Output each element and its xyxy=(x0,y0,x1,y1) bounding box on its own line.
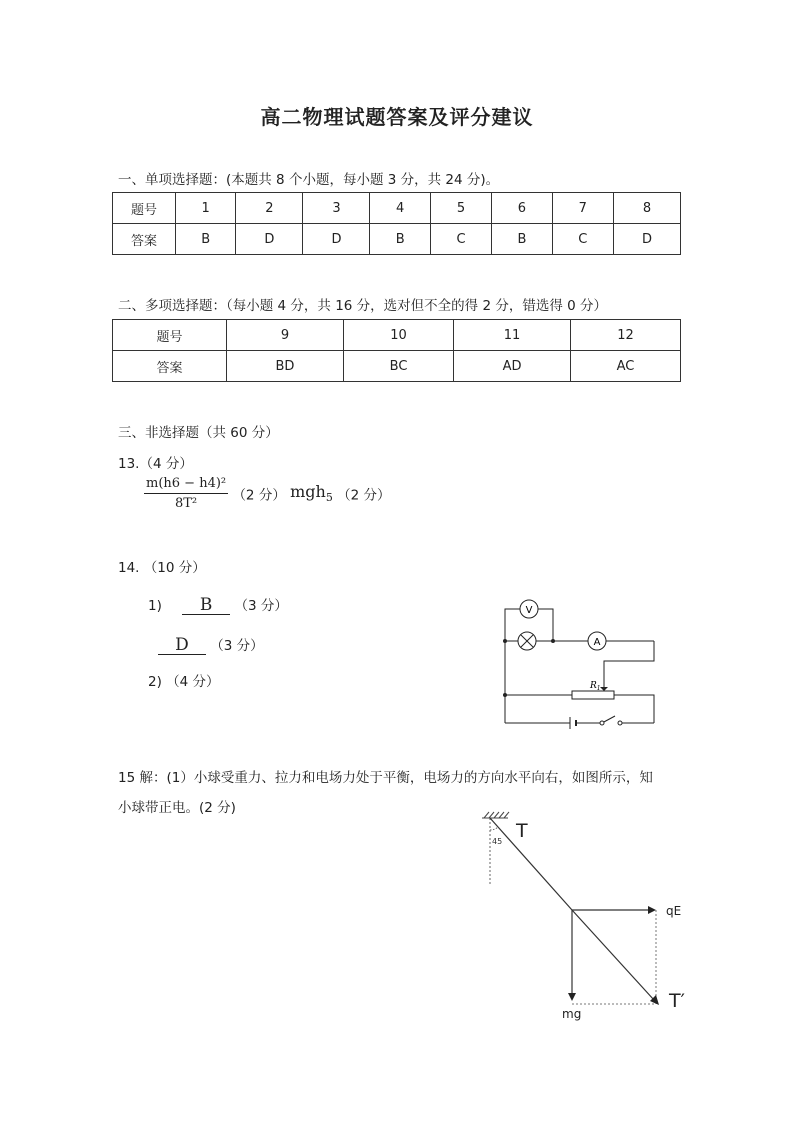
question-number: 2 xyxy=(236,193,303,224)
rheostat xyxy=(572,691,614,699)
wire xyxy=(604,641,654,687)
answer-cell: B xyxy=(370,224,430,255)
answer-cell: C xyxy=(430,224,491,255)
question-number: 6 xyxy=(492,193,552,224)
section3-heading: 三、非选择题（共 60 分） xyxy=(118,425,279,441)
row-header-answer: 答案 xyxy=(113,224,176,255)
question-number: 8 xyxy=(613,193,680,224)
circuit-diagram xyxy=(490,595,670,735)
table-row xyxy=(113,320,681,351)
wire xyxy=(614,695,654,723)
q13-expression xyxy=(290,482,333,505)
answer-cell: B xyxy=(492,224,552,255)
question-number: 10 xyxy=(343,320,453,351)
slider-arrow xyxy=(600,687,608,691)
question-number: 1 xyxy=(176,193,236,224)
row-header-answer: 答案 xyxy=(113,351,227,382)
answer-cell: C xyxy=(552,224,613,255)
answer-cell: B xyxy=(176,224,236,255)
table-row xyxy=(113,351,681,382)
voltmeter-label: V xyxy=(525,605,533,616)
fraction-numerator: m(h6 − h4)² xyxy=(144,476,228,494)
question-number: 12 xyxy=(570,320,680,351)
q15-line2: 小球带正电。(2 分) xyxy=(118,800,236,816)
q13-label: 13.（4 分） xyxy=(118,456,193,472)
electric-force-arrowhead xyxy=(648,906,656,914)
force-diagram xyxy=(470,806,694,1026)
resistor-letter: R xyxy=(590,681,597,691)
junction-dot xyxy=(503,639,507,643)
electric-force-label: qE xyxy=(666,904,682,918)
section2-table xyxy=(112,319,681,382)
table-row xyxy=(113,193,681,224)
part1b-answer: D xyxy=(158,636,206,655)
answer-cell: AD xyxy=(454,351,571,382)
answer-cell: D xyxy=(303,224,370,255)
tension-label: T xyxy=(516,820,528,842)
answer-cell: BD xyxy=(227,351,344,382)
answer-cell: AC xyxy=(570,351,680,382)
answer-cell: D xyxy=(236,224,303,255)
gravity-arrowhead xyxy=(568,993,576,1001)
q14-label: 14. （10 分） xyxy=(118,560,206,576)
table-row xyxy=(113,224,681,255)
q14-part1 xyxy=(148,594,288,615)
resistor-label xyxy=(589,681,601,692)
section1-heading: 一、单项选择题：(本题共 8 个小题，每小题 3 分，共 24 分)。 xyxy=(118,172,500,188)
q13-fraction xyxy=(144,476,228,511)
question-number: 3 xyxy=(303,193,370,224)
resultant-arrow xyxy=(572,910,654,1000)
part1-label: 1) xyxy=(148,598,162,614)
expression-subscript: 5 xyxy=(325,491,333,505)
question-number: 4 xyxy=(370,193,430,224)
part1b-score: （3 分） xyxy=(210,638,264,654)
row-header-question: 题号 xyxy=(113,193,176,224)
string-line xyxy=(490,818,572,910)
resistor-subscript: 1 xyxy=(596,685,601,692)
page-title: 高二物理试题答案及评分建议 xyxy=(260,105,534,129)
ceiling-hatch xyxy=(484,812,509,818)
expression-main: mgh xyxy=(290,482,326,502)
q13-score2: （2 分） xyxy=(337,487,391,504)
question-number: 7 xyxy=(552,193,613,224)
junction-dot xyxy=(503,693,507,697)
row-header-question: 题号 xyxy=(113,320,227,351)
fraction-denominator: 8T² xyxy=(174,496,198,511)
resultant-label: T′ xyxy=(669,990,685,1012)
angle-arc xyxy=(490,827,498,830)
section2-heading: 二、多项选择题：（每小题 4 分，共 16 分，选对但不全的得 2 分，错选得 0 分） xyxy=(118,298,608,314)
switch-contact xyxy=(618,721,622,725)
angle-label: 45 xyxy=(492,837,503,846)
q14-part2: 2) （4 分） xyxy=(148,674,220,690)
q13-answer xyxy=(144,476,391,511)
section1-table xyxy=(112,192,681,255)
part1-answer: B xyxy=(182,596,230,615)
answer-cell: BC xyxy=(343,351,453,382)
q13-score1: （2 分） xyxy=(232,487,286,504)
question-number: 9 xyxy=(227,320,344,351)
part1-score: （3 分） xyxy=(234,598,288,614)
question-number: 5 xyxy=(430,193,491,224)
question-number: 11 xyxy=(454,320,571,351)
ammeter-label: A xyxy=(593,637,601,648)
answer-cell: D xyxy=(613,224,680,255)
gravity-label: mg xyxy=(562,1007,582,1021)
q14-part1b xyxy=(158,634,264,655)
junction-dot xyxy=(551,639,555,643)
q15-line1: 15 解：(1）小球受重力、拉力和电场力处于平衡，电场力的方向水平向右，如图所示，知 xyxy=(118,770,653,786)
switch-contact xyxy=(600,721,604,725)
